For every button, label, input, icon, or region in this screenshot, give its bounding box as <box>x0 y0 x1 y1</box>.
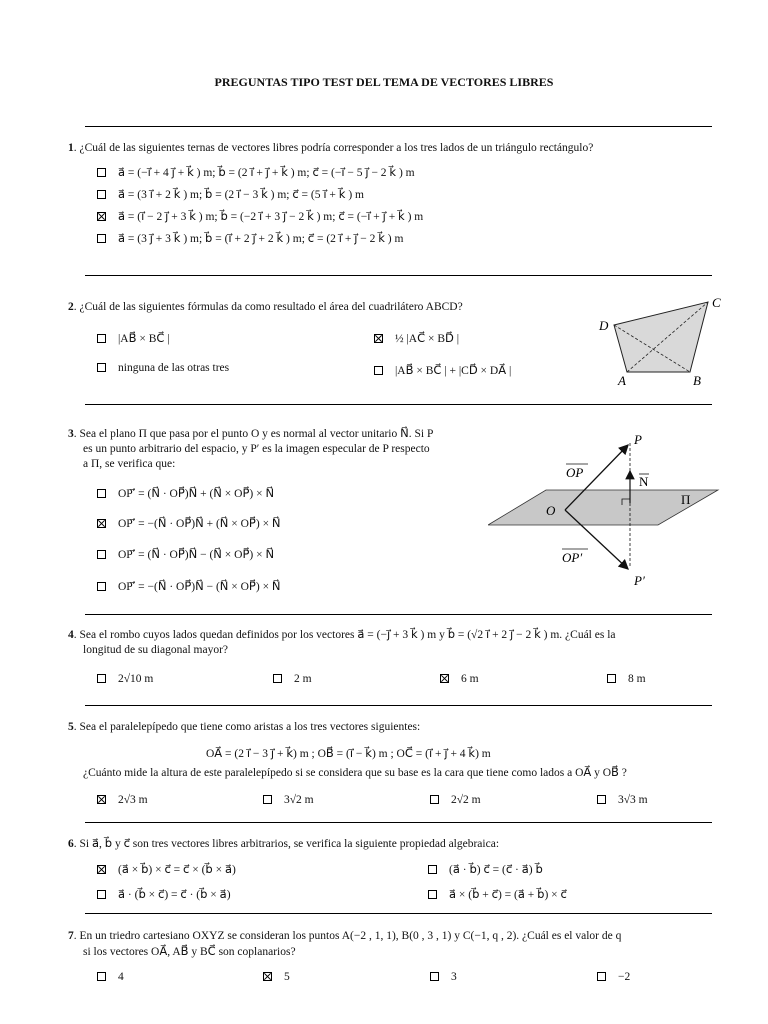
quadrilateral-shape <box>614 302 708 372</box>
q6-option-4[interactable]: a⃗ × (b⃗ + c⃗) = (a⃗ + b⃗) × c⃗ <box>428 887 567 901</box>
q6-checkbox-2[interactable] <box>428 865 437 874</box>
q6-checkbox-1[interactable] <box>97 865 106 874</box>
q1-option-4[interactable]: a⃗ = (3 j⃗ + 3 k⃗ ) m; b⃗ = (i⃗ + 2 j⃗ + 2 k⃗ ) m; c⃗ = (2 i⃗ + j⃗ − 2 k⃗ ) m <box>97 231 403 245</box>
q2-checkbox-2[interactable] <box>374 334 383 343</box>
q5-option-1[interactable]: 2√3 m <box>97 794 148 806</box>
q7-option-3[interactable]: 3 <box>430 971 457 983</box>
q3-option-2[interactable]: OP′⃗ = −(N⃗ · OP⃗)N⃗ + (N⃗ × OP⃗) × N⃗ <box>97 516 281 530</box>
quadrilateral-figure <box>590 290 730 390</box>
q3-option-4[interactable]: OP′⃗ = −(N⃗ · OP⃗)N⃗ − (N⃗ × OP⃗) × N⃗ <box>97 579 281 593</box>
q7-checkbox-1[interactable] <box>97 972 106 981</box>
page-title: PREGUNTAS TIPO TEST DEL TEMA DE VECTORES LIBRES <box>214 75 554 89</box>
question-1-stem: 1. ¿Cuál de las siguientes ternas de vectores libres podría corresponder a los tres lados de un triángulo rectángulo? <box>68 142 594 154</box>
plane-reflection-figure <box>488 425 723 600</box>
divider <box>85 913 712 914</box>
divider <box>85 705 712 706</box>
question-5-stem-line-1: 5. Sea el paralelepípedo que tiene como aristas a los tres vectores siguientes: <box>68 721 421 733</box>
question-2-stem: 2. ¿Cuál de las siguientes fórmulas da como resultado el área del cuadrilátero ABCD? <box>68 301 463 313</box>
q7-checkbox-2[interactable] <box>263 972 272 981</box>
vertex-label-b: B <box>693 373 701 388</box>
q2-option-2[interactable]: ½ |AC⃗ × BD⃗ | <box>374 331 459 345</box>
divider <box>85 614 712 615</box>
q2-option-4[interactable]: |AB⃗ × BC⃗ | + |CD⃗ × DA⃗ | <box>374 363 511 377</box>
q6-option-3[interactable]: a⃗ · (b⃗ × c⃗) = c⃗ · (b⃗ × a⃗) <box>97 887 231 901</box>
q3-option-1[interactable]: OP′⃗ = (N⃗ · OP⃗)N⃗ + (N⃗ × OP⃗) × N⃗ <box>97 486 274 500</box>
q4-option-1[interactable]: 2√10 m <box>97 673 153 685</box>
label-op-prime: OP′ <box>562 550 583 565</box>
question-6-stem: 6. Si a⃗, b⃗ y c⃗ son tres vectores libres arbitrarios, se verifica la siguiente propiedad algebraica: <box>68 838 500 850</box>
q4-checkbox-2[interactable] <box>273 674 282 683</box>
question-5-vectors: OA⃗ = (2 i⃗ − 3 j⃗ + k⃗) m ; OB⃗ = (i⃗ − k⃗) m ; OC⃗ = (i⃗ + j⃗ + 4 k⃗) m <box>206 748 491 760</box>
q3-option-3[interactable]: OP′⃗ = (N⃗ · OP⃗)N⃗ − (N⃗ × OP⃗) × N⃗ <box>97 547 274 561</box>
q7-checkbox-3[interactable] <box>430 972 439 981</box>
divider <box>85 404 712 405</box>
label-op: OP <box>566 465 584 480</box>
q4-checkbox-4[interactable] <box>607 674 616 683</box>
q6-checkbox-3[interactable] <box>97 890 106 899</box>
q6-option-1[interactable]: (a⃗ × b⃗) × c⃗ = c⃗ × (b⃗ × a⃗) <box>97 862 236 876</box>
question-4-stem-line-2: longitud de su diagonal mayor? <box>83 644 228 656</box>
q3-checkbox-4[interactable] <box>97 582 106 591</box>
q6-option-2[interactable]: (a⃗ · b⃗) c⃗ = (c⃗ · a⃗) b⃗ <box>428 862 543 876</box>
q2-checkbox-4[interactable] <box>374 366 383 375</box>
q5-checkbox-1[interactable] <box>97 795 106 804</box>
q5-checkbox-3[interactable] <box>430 795 439 804</box>
q7-option-2[interactable]: 5 <box>263 971 290 983</box>
q7-option-1[interactable]: 4 <box>97 971 124 983</box>
q1-checkbox-1[interactable] <box>97 168 106 177</box>
q3-checkbox-2[interactable] <box>97 519 106 528</box>
question-5-stem-line-3: ¿Cuánto mide la altura de este paralelepípedo si se considera que su base es la cara que tiene como lados a OA⃗ y OB⃗ ? <box>83 767 627 779</box>
q7-checkbox-4[interactable] <box>597 972 606 981</box>
vertex-label-c: C <box>712 295 721 310</box>
question-7-stem-line-2: si los vectores OA⃗, AB⃗ y BC⃗ son coplanarios? <box>83 946 296 958</box>
vertex-label-a: A <box>618 373 626 388</box>
label-o: O <box>546 503 556 518</box>
label-n: N <box>639 474 649 489</box>
question-7-stem-line-1: 7. En un triedro cartesiano OXYZ se consideran los puntos A(−2 , 1, 1), B(0 , 3 , 1) y C(−1, q , 2). ¿Cuál es el valor de q <box>68 930 622 942</box>
q1-option-3[interactable]: a⃗ = (i⃗ − 2 j⃗ + 3 k⃗ ) m; b⃗ = (−2 i⃗ + 3 j⃗ − 2 k⃗ ) m; c⃗ = (−i⃗ + j⃗ + k⃗ ) m <box>97 209 423 223</box>
question-4-stem-line-1: 4. Sea el rombo cuyos lados quedan definidos por los vectores a⃗ = (−j⃗ + 3 k⃗ ) m y b⃗ = (√2 i⃗ + 2 j⃗ − 2 k⃗ ) m. ¿Cuál es la <box>68 629 616 641</box>
q2-checkbox-1[interactable] <box>97 334 106 343</box>
q7-option-4[interactable]: −2 <box>597 971 630 983</box>
q5-option-3[interactable]: 2√2 m <box>430 794 481 806</box>
q5-option-2[interactable]: 3√2 m <box>263 794 314 806</box>
label-p-prime: P′ <box>634 573 645 588</box>
question-3-stem-line-3: a Π, se verifica que: <box>83 458 176 470</box>
label-plane: Π <box>681 492 691 507</box>
q4-checkbox-1[interactable] <box>97 674 106 683</box>
q1-option-1[interactable]: a⃗ = (−i⃗ + 4 j⃗ + k⃗ ) m; b⃗ = (2 i⃗ + j⃗ + k⃗ ) m; c⃗ = (−i⃗ − 5 j⃗ − 2 k⃗ ) m <box>97 165 415 179</box>
q1-checkbox-2[interactable] <box>97 190 106 199</box>
q4-option-4[interactable]: 8 m <box>607 673 646 685</box>
q4-option-3[interactable]: 6 m <box>440 673 479 685</box>
q2-checkbox-3[interactable] <box>97 363 106 372</box>
q6-checkbox-4[interactable] <box>428 890 437 899</box>
question-3-stem-line-1: 3. Sea el plano Π que pasa por el punto O y es normal al vector unitario N⃗. Si P <box>68 428 434 440</box>
q5-checkbox-2[interactable] <box>263 795 272 804</box>
q5-option-4[interactable]: 3√3 m <box>597 794 648 806</box>
q1-checkbox-3[interactable] <box>97 212 106 221</box>
q4-checkbox-3[interactable] <box>440 674 449 683</box>
q1-option-2[interactable]: a⃗ = (3 i⃗ + 2 k⃗ ) m; b⃗ = (2 i⃗ − 3 k⃗ ) m; c⃗ = (5 i⃗ + k⃗ ) m <box>97 187 364 201</box>
label-p: P <box>634 432 642 447</box>
vertex-label-d: D <box>599 318 609 333</box>
divider <box>85 822 712 823</box>
q1-checkbox-4[interactable] <box>97 234 106 243</box>
question-3-stem-line-2: es un punto arbitrario del espacio, y P′ es la imagen especular de P respecto <box>83 443 430 455</box>
q3-checkbox-3[interactable] <box>97 550 106 559</box>
divider <box>85 275 712 276</box>
q5-checkbox-4[interactable] <box>597 795 606 804</box>
q4-option-2[interactable]: 2 m <box>273 673 312 685</box>
q2-option-3[interactable]: ninguna de las otras tres <box>97 362 229 374</box>
q3-checkbox-1[interactable] <box>97 489 106 498</box>
q2-option-1[interactable]: |AB⃗ × BC⃗ | <box>97 331 170 345</box>
divider <box>85 126 712 127</box>
